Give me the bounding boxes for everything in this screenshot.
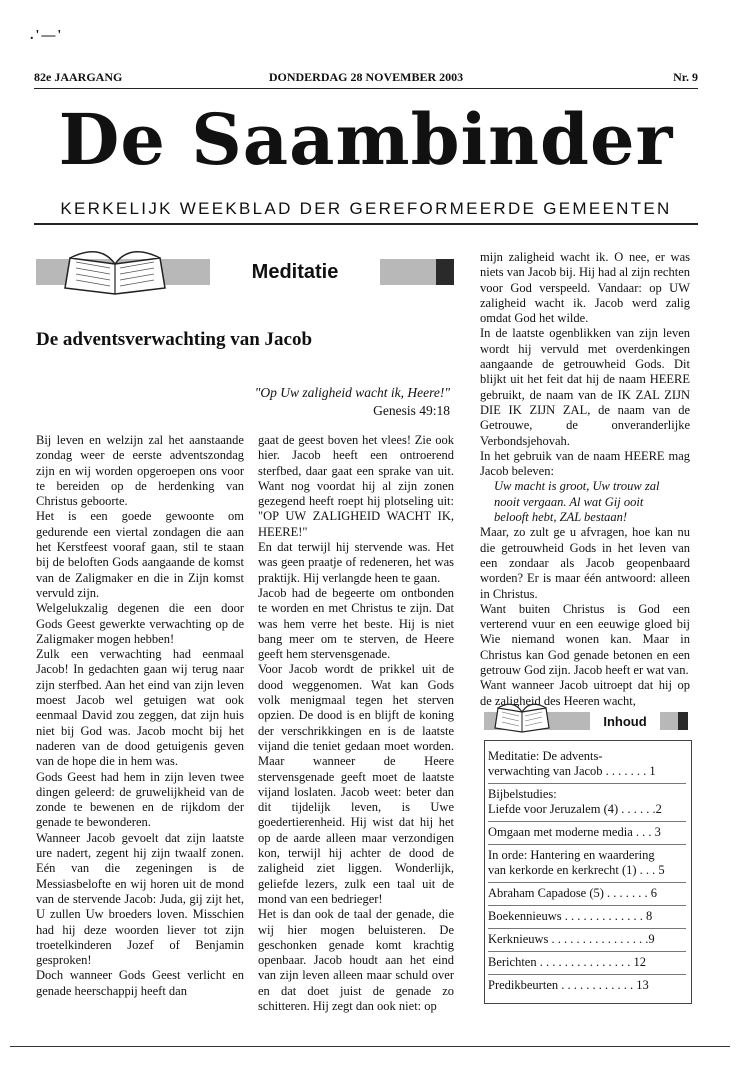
toc-item[interactable] [488, 822, 686, 845]
article-title: De adventsverwachting van Jacob [36, 329, 313, 350]
article-column-2 [258, 433, 454, 1014]
paragraph: Welgelukzalig degenen die een door Gods Geest gewerkte verwachting op de Zaligmaker mogen hebben! [36, 601, 244, 646]
toc-item-line: Kerknieuws . . . . . . . . . . . . . . . .9 [488, 932, 655, 946]
toc-item[interactable] [488, 845, 686, 883]
paragraph: Maar, zo zult ge u afvragen, hoe kan nu die getrouwheid Gods in het leven van een zondaar als Jacob geopenbaard worden? Er is maar één antwoord: alleen in Christus. [480, 525, 690, 601]
toc-item-line: Bijbelstudies: [488, 787, 557, 801]
open-book-icon [60, 244, 170, 305]
paragraph: Zulk een verwachting had eenmaal Jacob! In gedachten gaan wij terug naar zijn sterfbed. Aan het eind van zijn leven moest Jacob wel getuigen wat ook eenmaal David zou zeggen, dat zijn huis niet bij God was. Jacob mocht bij het naderen van de dood getuigenis geven van de hope die in hem was. [36, 647, 244, 769]
toc-item[interactable] [488, 883, 686, 906]
poem-verse [480, 479, 690, 525]
paragraph: Bij leven en welzijn zal het aanstaande zondag weer de eerste adventszondag zijn en wij worden opgeroepen ons voor te bereiden op de herdenking van Christus geboorte. [36, 433, 244, 509]
toc-item-line: van kerkorde en kerkrecht (1) . . . 5 [488, 863, 665, 877]
article-column-1 [36, 433, 244, 999]
inhoud-banner-block [678, 712, 688, 730]
volume-label: 82e JAARGANG [34, 70, 123, 84]
toc-item[interactable] [488, 784, 686, 822]
paragraph: mijn zaligheid wacht ik. O nee, er was niets van Jacob bij. Hij had al zijn rechten voor God verspeeld. Vandaar: op UW zaligheid wacht ik. Jacob werd zalig omdat God het wilde. [480, 250, 691, 326]
newspaper-subtitle: KERKELIJK WEEKBLAD DER GEREFORMEERDE GEMEENTEN [60, 199, 672, 218]
poem-line: belooft hebt, ZAL bestaan! [494, 510, 628, 525]
newspaper-title: De Saambinder [58, 98, 674, 181]
open-book-icon [492, 700, 552, 741]
issue-date: DONDERDAG 28 NOVEMBER 2003 [268, 70, 464, 84]
paragraph: Jacob had de begeerte om ontbonden te worden en met Christus te zijn. Dat was hem verre het beste. Hij is niet bang meer om te sterven, de Heere geeft hem stervensgenade. [258, 585, 454, 662]
article-column-3 [480, 250, 690, 709]
toc-item-line: Boekennieuws . . . . . . . . . . . . . 8 [488, 909, 653, 923]
toc-item[interactable] [488, 746, 686, 784]
paragraph: gaat de geest boven het vlees! Zie ook hier. Jacob heeft een ontroerend sterfbed, daar gaat een sprake van uit. Want nog voordat hij al zijn zonen gezegend heeft roept hij plotseling uit: "OP UW ZALIGHEID WACHT IK, HEERE!" [258, 433, 454, 539]
paragraph: Het is dan ook de taal der genade, die wij hier mogen beluisteren. De geschonken genade komt krachtig openbaar. Jacob houdt aan het eind van zijn leven alleen maar schuld over en dat doet juist de genade zo schitteren. Hij zegt dan ook niet: op [258, 907, 454, 1013]
toc-item-line: verwachting van Jacob . . . . . . . 1 [488, 764, 656, 778]
paragraph: In het gebruik van de naam HEERE mag Jacob beleven: [480, 448, 690, 479]
section-banner-block [436, 259, 454, 285]
paragraph: Want wanneer Jacob uitroept dat hij op de zaligheid des Heeren wacht, [480, 678, 690, 708]
paragraph: Doch wanneer Gods Geest verlicht en genade heerschappij heeft dan [36, 968, 244, 998]
toc-item-line: Berichten . . . . . . . . . . . . . . . 12 [488, 955, 646, 969]
scripture-reference: Genesis 49:18 [373, 403, 450, 418]
header-rule [34, 88, 698, 89]
paragraph: En dat terwijl hij stervende was. Het was geen praatje of redeneren, het was praktijk. Hij verlangde heen te gaan. [258, 540, 454, 585]
issue-number: Nr. 9 [673, 70, 698, 84]
toc-item-line: In orde: Hantering en waardering [488, 848, 655, 862]
toc-item[interactable] [488, 929, 686, 952]
paragraph: Voor Jacob wordt de prikkel uit de dood weggenomen. Wat kan Gods volk menigmaal tegen het sterven opzien. De dood is en blijft de koning der verschrikkingen en is de laatste vijand die teniet gedaan moet worden. Maar wanneer de Heere stervensgenade geeft moet de laatste vijand loslaten. Jacob weet: beter dan dit tijdelijk leven, is Uwe goedertierenheid. Hij wist dat hij het op de aarde alleen maar verzondigen kon, terwijl hij achter de dood de zaligheid ziet liggen. Wonderlijk, geliefde lezers, zulk een taal uit de mond van een bedrieger! [258, 662, 454, 906]
toc-item[interactable] [488, 906, 686, 929]
toc-item[interactable] [488, 975, 686, 997]
table-of-contents [488, 746, 686, 997]
toc-item-line: Abraham Capadose (5) . . . . . . . 6 [488, 886, 658, 900]
corner-mark: .'—' [30, 28, 64, 43]
inhoud-label: Inhoud [590, 711, 660, 731]
title-rule [34, 223, 698, 225]
poem-line: nooit vergaan. Al wat Gij ooit [494, 494, 644, 509]
paragraph: Wanneer Jacob gevoelt dat zijn laatste ure nadert, zegent hij zijn twaalf zonen. Eén van die zegeningen is de Messiasbelofte en wij horen uit de mond van de stervende Jacob: Juda, gij zijt het, U zullen Uw broeders loven. Misschien had hij deze woorden liever tot zijn troetelkinderen Jozef of Benjamin gesproken! [36, 830, 244, 968]
paragraph: Gods Geest had hem in zijn leven twee dingen geleerd: de gruwelijkheid van de zonde te bewenen en de rijkdom der genade te bewonderen. [36, 769, 244, 830]
toc-item[interactable] [488, 952, 686, 975]
toc-item-line: Liefde voor Jeruzalem (4) . . . . . .2 [488, 802, 662, 816]
toc-item-line: Predikbeurten . . . . . . . . . . . . 13 [488, 978, 649, 992]
bottom-rule [10, 1046, 730, 1047]
paragraph: Want buiten Christus is God een verterend vuur en een eeuwige gloed bij Wie niemand wonen kan. Maar in Christus kan God genade betonen en een getrouw God zijn. Jacob heeft er wat van. [480, 601, 690, 678]
paragraph: In de laatste ogenblikken van zijn leven wordt hij vervuld met overdenkingen aangaande de getrouwheid Gods. Dit blijkt uit het feit dat hij de naam HEERE gebruikt, de naam van de IK ZAL ZIJN DIE IK ZIJN ZAL, de naam van de Getrouwe, de onveranderlijke Verbondsjehovah. [480, 326, 690, 448]
toc-item-line: Meditatie: De advents- [488, 749, 603, 763]
scripture-quote: "Op Uw zaligheid wacht ik, Heere!" [254, 385, 450, 400]
paragraph: Het is een goede gewoonte om gedurende een viertal zondagen die aan het Kerstfeest vooraf gaan, stil te staan bij de beloften Gods aangaande de komst van de Zaligmaker en die in Zijn komst vervuld zijn. [36, 509, 244, 600]
poem-line: Uw macht is groot, Uw trouw zal [494, 479, 660, 494]
section-label: Meditatie [210, 257, 380, 287]
toc-item-line: Omgaan met moderne media . . . 3 [488, 825, 661, 839]
